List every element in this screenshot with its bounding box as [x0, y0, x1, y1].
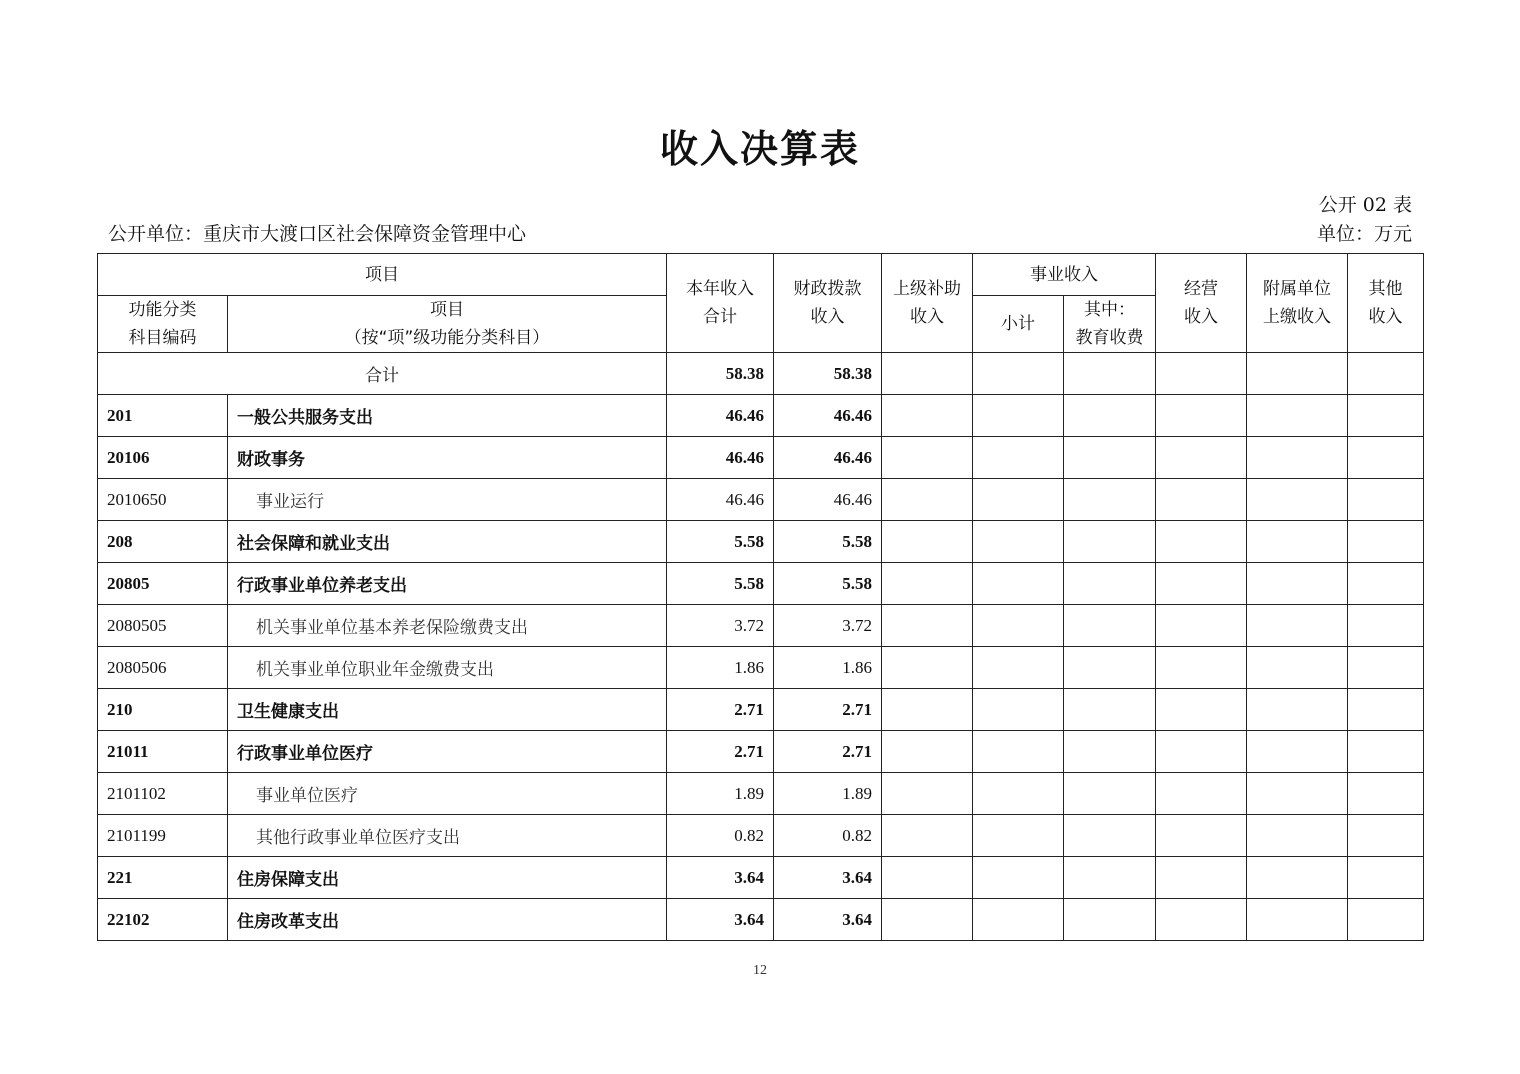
empty-cell — [1348, 899, 1424, 941]
total-fiscal: 58.38 — [774, 353, 882, 395]
empty-cell — [1247, 605, 1348, 647]
empty-cell — [1348, 773, 1424, 815]
empty-cell — [882, 437, 973, 479]
table-row — [98, 605, 1424, 647]
annual-income: 2.71 — [667, 731, 774, 773]
empty-cell — [973, 899, 1064, 941]
empty-cell — [1156, 479, 1247, 521]
fiscal-income: 5.58 — [774, 521, 882, 563]
empty-cell — [882, 689, 973, 731]
code: 2101199 — [98, 815, 228, 857]
empty-cell — [1247, 773, 1348, 815]
empty-cell — [1156, 773, 1247, 815]
total-row — [98, 353, 1424, 395]
item-name: 社会保障和就业支出 — [228, 521, 667, 563]
empty-cell — [1247, 395, 1348, 437]
empty-cell — [1064, 731, 1156, 773]
total-annual: 58.38 — [667, 353, 774, 395]
annual-income: 46.46 — [667, 437, 774, 479]
header-func-code: 功能分类 科目编码 — [98, 296, 228, 353]
annual-income: 1.89 — [667, 773, 774, 815]
empty-cell — [1156, 857, 1247, 899]
header-project-sub: 项目 （按“项”级功能分类科目） — [228, 296, 667, 353]
annual-income: 46.46 — [667, 479, 774, 521]
empty-cell — [1348, 605, 1424, 647]
empty-cell — [1247, 563, 1348, 605]
empty-cell — [973, 521, 1064, 563]
empty-cell — [1247, 479, 1348, 521]
table-row — [98, 437, 1424, 479]
empty-cell — [1156, 731, 1247, 773]
annual-income: 3.64 — [667, 857, 774, 899]
item-name: 机关事业单位职业年金缴费支出 — [228, 647, 667, 689]
empty-cell — [973, 563, 1064, 605]
table-row — [98, 899, 1424, 941]
header-career: 事业收入 — [973, 254, 1156, 296]
item-name: 机关事业单位基本养老保险缴费支出 — [228, 605, 667, 647]
page-title: 收入决算表 — [659, 127, 860, 171]
fiscal-income: 1.89 — [774, 773, 882, 815]
empty-cell — [1064, 521, 1156, 563]
empty-cell — [1156, 353, 1247, 395]
header-superior: 上级补助 收入 — [882, 254, 973, 353]
empty-cell — [882, 605, 973, 647]
header-subtotal: 小计 — [973, 296, 1064, 353]
empty-cell — [973, 689, 1064, 731]
empty-cell — [1247, 857, 1348, 899]
empty-cell — [1156, 689, 1247, 731]
code: 221 — [98, 857, 228, 899]
empty-cell — [1156, 395, 1247, 437]
table-row — [98, 647, 1424, 689]
table-row — [98, 521, 1424, 563]
empty-cell — [1348, 353, 1424, 395]
fiscal-income: 46.46 — [774, 479, 882, 521]
annual-income: 3.64 — [667, 899, 774, 941]
empty-cell — [1247, 899, 1348, 941]
item-name: 一般公共服务支出 — [228, 395, 667, 437]
fiscal-income: 0.82 — [774, 815, 882, 857]
item-name: 住房保障支出 — [228, 857, 667, 899]
item-name: 住房改革支出 — [228, 899, 667, 941]
table-row — [98, 815, 1424, 857]
code: 208 — [98, 521, 228, 563]
empty-cell — [1064, 815, 1156, 857]
empty-cell — [973, 395, 1064, 437]
header-affiliated: 附属单位 上缴收入 — [1247, 254, 1348, 353]
code: 2080505 — [98, 605, 228, 647]
empty-cell — [973, 647, 1064, 689]
empty-cell — [1247, 353, 1348, 395]
empty-cell — [882, 731, 973, 773]
empty-cell — [1348, 521, 1424, 563]
empty-cell — [1156, 563, 1247, 605]
empty-cell — [1348, 563, 1424, 605]
code: 2010650 — [98, 479, 228, 521]
page-number: 12 — [753, 963, 767, 978]
header-annual-income: 本年收入 合计 — [667, 254, 774, 353]
empty-cell — [973, 605, 1064, 647]
item-name: 其他行政事业单位医疗支出 — [228, 815, 667, 857]
fiscal-income: 3.72 — [774, 605, 882, 647]
empty-cell — [882, 563, 973, 605]
empty-cell — [1064, 647, 1156, 689]
empty-cell — [882, 647, 973, 689]
empty-cell — [1064, 563, 1156, 605]
table-row — [98, 395, 1424, 437]
empty-cell — [882, 521, 973, 563]
code: 21011 — [98, 731, 228, 773]
empty-cell — [882, 479, 973, 521]
empty-cell — [1064, 899, 1156, 941]
empty-cell — [882, 353, 973, 395]
code: 201 — [98, 395, 228, 437]
table-row — [98, 857, 1424, 899]
empty-cell — [1348, 479, 1424, 521]
annual-income: 46.46 — [667, 395, 774, 437]
header-edu: 其中： 教育收费 — [1064, 296, 1156, 353]
empty-cell — [882, 395, 973, 437]
header-operating: 经营 收入 — [1156, 254, 1247, 353]
fiscal-income: 1.86 — [774, 647, 882, 689]
empty-cell — [1247, 437, 1348, 479]
table-row — [98, 731, 1424, 773]
form-number: 公开 02 表 — [1318, 194, 1412, 216]
code: 22102 — [98, 899, 228, 941]
annual-income: 2.71 — [667, 689, 774, 731]
empty-cell — [1348, 815, 1424, 857]
empty-cell — [1064, 353, 1156, 395]
header-project: 项目 — [98, 254, 667, 296]
empty-cell — [1156, 647, 1247, 689]
annual-income: 1.86 — [667, 647, 774, 689]
empty-cell — [1247, 731, 1348, 773]
empty-cell — [1156, 521, 1247, 563]
empty-cell — [882, 857, 973, 899]
empty-cell — [973, 773, 1064, 815]
empty-cell — [1348, 395, 1424, 437]
code: 2080506 — [98, 647, 228, 689]
empty-cell — [973, 437, 1064, 479]
empty-cell — [1156, 437, 1247, 479]
empty-cell — [1156, 899, 1247, 941]
empty-cell — [1064, 689, 1156, 731]
annual-income: 5.58 — [667, 521, 774, 563]
fiscal-income: 46.46 — [774, 437, 882, 479]
reporting-unit: 公开单位：重庆市大渡口区社会保障资金管理中心 — [108, 223, 527, 245]
empty-cell — [973, 857, 1064, 899]
item-name: 事业运行 — [228, 479, 667, 521]
empty-cell — [1156, 815, 1247, 857]
empty-cell — [1247, 521, 1348, 563]
total-label: 合计 — [98, 353, 667, 395]
empty-cell — [1348, 437, 1424, 479]
header-other: 其他 收入 — [1348, 254, 1424, 353]
empty-cell — [1064, 437, 1156, 479]
empty-cell — [882, 815, 973, 857]
code: 20805 — [98, 563, 228, 605]
empty-cell — [1156, 605, 1247, 647]
item-name: 卫生健康支出 — [228, 689, 667, 731]
item-name: 行政事业单位医疗 — [228, 731, 667, 773]
fiscal-income: 3.64 — [774, 857, 882, 899]
table-row — [98, 773, 1424, 815]
income-table — [97, 253, 1424, 941]
fiscal-income: 2.71 — [774, 731, 882, 773]
item-name: 行政事业单位养老支出 — [228, 563, 667, 605]
empty-cell — [882, 899, 973, 941]
empty-cell — [973, 479, 1064, 521]
currency-unit: 单位：万元 — [1316, 223, 1412, 245]
annual-income: 5.58 — [667, 563, 774, 605]
empty-cell — [973, 353, 1064, 395]
empty-cell — [1064, 479, 1156, 521]
empty-cell — [1348, 857, 1424, 899]
empty-cell — [1348, 731, 1424, 773]
item-name: 事业单位医疗 — [228, 773, 667, 815]
fiscal-income: 5.58 — [774, 563, 882, 605]
fiscal-income: 46.46 — [774, 395, 882, 437]
empty-cell — [1348, 647, 1424, 689]
empty-cell — [1247, 689, 1348, 731]
fiscal-income: 2.71 — [774, 689, 882, 731]
table-row — [98, 479, 1424, 521]
code: 20106 — [98, 437, 228, 479]
empty-cell — [1064, 773, 1156, 815]
annual-income: 0.82 — [667, 815, 774, 857]
empty-cell — [1247, 647, 1348, 689]
empty-cell — [882, 773, 973, 815]
table-row — [98, 689, 1424, 731]
empty-cell — [973, 815, 1064, 857]
code: 210 — [98, 689, 228, 731]
fiscal-income: 3.64 — [774, 899, 882, 941]
empty-cell — [1064, 395, 1156, 437]
empty-cell — [1064, 857, 1156, 899]
header-fiscal: 财政拨款 收入 — [774, 254, 882, 353]
empty-cell — [1247, 815, 1348, 857]
item-name: 财政事务 — [228, 437, 667, 479]
empty-cell — [1064, 605, 1156, 647]
empty-cell — [1348, 689, 1424, 731]
code: 2101102 — [98, 773, 228, 815]
empty-cell — [973, 731, 1064, 773]
annual-income: 3.72 — [667, 605, 774, 647]
table-row — [98, 563, 1424, 605]
